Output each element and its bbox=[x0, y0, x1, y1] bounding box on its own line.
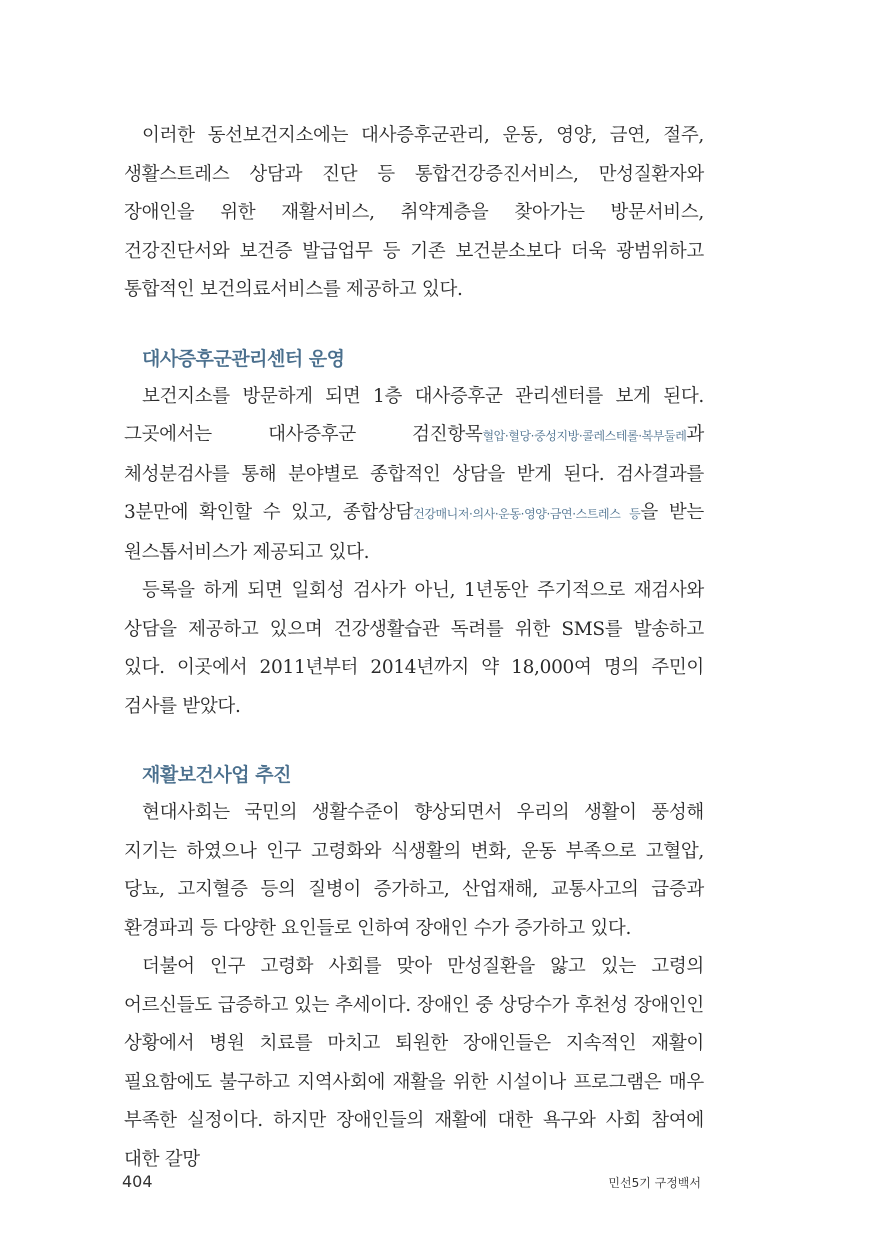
section-heading-metabolic-center: 대사증후군관리센터 운영 bbox=[142, 347, 345, 370]
page-body bbox=[124, 117, 704, 1179]
section1-text-part1: 보건지소를 방문하게 되면 1층 대사증후군 관리센터를 보게 된다. 그곳에서는 대사증후군 검진항목 bbox=[124, 385, 704, 445]
section2-paragraph-1: 현대사회는 국민의 생활수준이 향상되면서 우리의 생활이 풍성해 지기는 하였으나 인구 고령화와 식생활의 변화, 운동 부족으로 고혈압, 당뇨, 고지혈증 등의 질병이 증가하고, 산업재해, 교통사고의 급증과 환경파괴 등 다양한 요인들로 인하여 장애인 수가 증가하고 있다. bbox=[124, 802, 704, 939]
intro-paragraph: 이러한 동선보건지소에는 대사증후군관리, 운동, 영양, 금연, 절주, 생활스트레스 상담과 진단 등 통합건강증진서비스, 만성질환자와 장애인을 위한 재활서비스, 취약계층을 찾아가는 방문서비스, 건강진단서와 보건증 발급업무 등 기존 보건분소보다 더욱 광범위하고 통합적인 보건의료서비스를 제공하고 있다. bbox=[124, 125, 704, 300]
consultation-items-note: 건강매니저·의사·운동·영양·금연·스트레스 등 bbox=[413, 507, 641, 521]
book-title: 민선5기 구정백서 bbox=[608, 1176, 701, 1190]
section1-paragraph-2: 등록을 하게 되면 일회성 검사가 아닌, 1년동안 주기적으로 재검사와 상담을 제공하고 있으며 건강생활습관 독려를 위한 SMS를 발송하고 있다. 이곳에서 2011년부터 2014년까지 약 18,000여 명의 주민이 검사를 받았다. bbox=[124, 580, 704, 717]
section2-paragraph-2: 더불어 인구 고령화 사회를 맞아 만성질환을 앓고 있는 고령의 어르신들도 급증하고 있는 추세이다. 장애인 중 상당수가 후천성 장애인인 상황에서 병원 치료를 마치고 퇴원한 장애인들은 지속적인 재활이 필요함에도 불구하고 지역사회에 재활을 위한 시설이나 프로그램은 매우 부족한 실정이다. 하지만 장애인들의 재활에 대한 욕구와 사회 참여에 대한 갈망 bbox=[124, 956, 704, 1170]
section-heading-rehabilitation: 재활보건사업 추진 bbox=[142, 764, 291, 786]
section1-paragraph-1 bbox=[124, 378, 704, 573]
section1-text-part2: 과 체성분검사를 통해 분야별로 종합적인 상담을 받게 된다. 검사결과를 3분만에 확인할 수 있고, 종합상담 bbox=[124, 424, 704, 523]
section1-text-part3: 을 받는 원스톱서비스가 제공되고 있다. bbox=[124, 502, 704, 563]
checkup-items-note: 혈압·혈당·중성지방·콜레스테롤·복부둘레 bbox=[482, 429, 687, 443]
page-number: 404 bbox=[122, 1172, 153, 1191]
